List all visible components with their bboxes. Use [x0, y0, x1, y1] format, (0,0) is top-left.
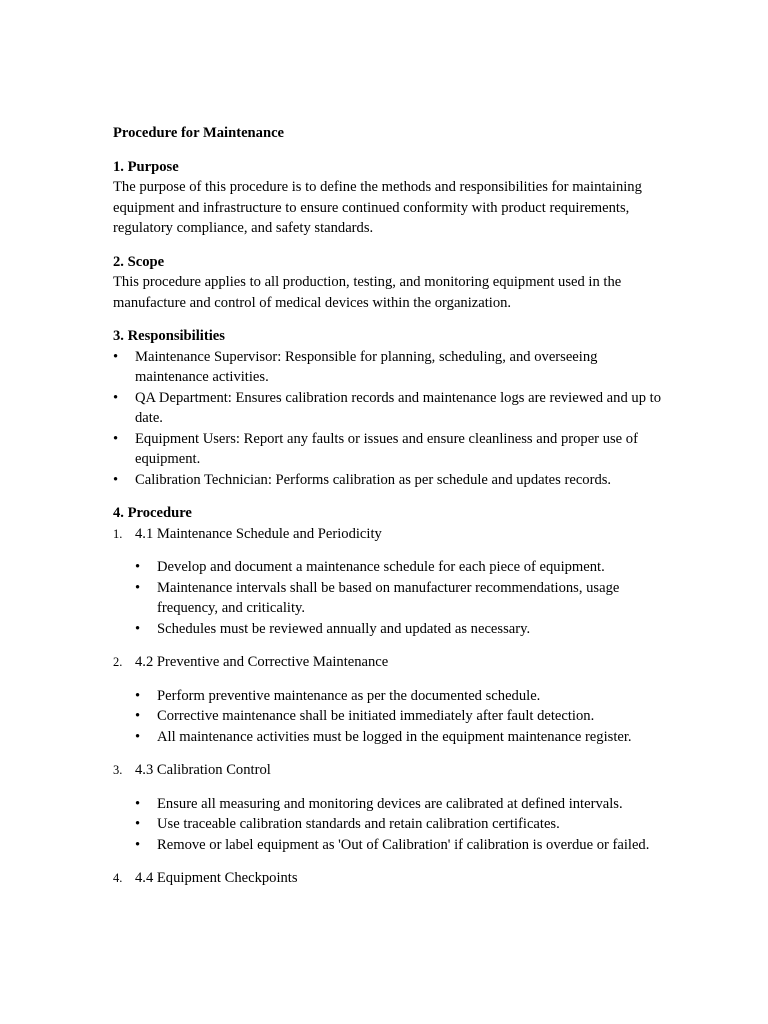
list-item: [135, 619, 673, 640]
list-item-text: Develop and document a maintenance schedule for each piece of equipment.: [157, 559, 605, 575]
bullet-icon: •: [135, 816, 141, 832]
responsibilities-list: [113, 347, 673, 491]
step-title: 4.1 Maintenance Schedule and Periodicity: [135, 525, 382, 542]
step-title: 4.3 Calibration Control: [135, 762, 271, 778]
bullet-icon: •: [113, 471, 119, 488]
step-items: [135, 557, 673, 639]
bullet-icon: •: [135, 687, 141, 704]
step-items: [135, 686, 673, 748]
step-number: 4.: [113, 871, 123, 885]
bullet-icon: •: [135, 836, 141, 853]
list-item: [113, 429, 673, 470]
list-item: [135, 814, 673, 835]
step-title: 4.2 Preventive and Corrective Maintenance: [135, 654, 389, 670]
bullet-icon: •: [113, 430, 119, 447]
bullet-icon: •: [135, 579, 141, 596]
list-item: [135, 727, 673, 748]
list-item-text: Maintenance intervals shall be based on manufacturer recommendations, usage frequency, and criticality.: [157, 579, 620, 616]
list-item-text: Ensure all measuring and monitoring devices are calibrated at defined intervals.: [157, 795, 623, 812]
list-item: [135, 706, 673, 727]
scope-text: This procedure applies to all production, testing, and monitoring equipment used in the manufacture and control of medical devices within the organization.: [113, 274, 622, 311]
procedure-step-4-4: [113, 868, 673, 889]
procedure-step-4-2: [113, 652, 673, 747]
section-heading-responsibilities: 3. Responsibilities: [113, 328, 225, 344]
list-item-text: Schedules must be reviewed annually and updated as necessary.: [157, 620, 531, 637]
section-purpose: [113, 157, 673, 239]
step-heading: [113, 760, 673, 781]
section-heading-purpose: 1. Purpose: [113, 158, 179, 175]
list-item-text: Use traceable calibration standards and retain calibration certificates.: [157, 816, 560, 832]
bullet-icon: •: [113, 389, 119, 406]
step-number: 1.: [113, 526, 123, 541]
step-items: [135, 794, 673, 856]
procedure-steps: [113, 524, 673, 889]
section-procedure: [113, 503, 673, 889]
bullet-icon: •: [135, 728, 141, 745]
document-title: Procedure for Maintenance: [113, 125, 285, 141]
list-item: [135, 686, 673, 707]
step-heading: [113, 868, 673, 889]
list-item: [113, 347, 673, 388]
list-item-text: Corrective maintenance shall be initiated immediately after fault detection.: [157, 708, 595, 724]
step-number: 2.: [113, 655, 123, 669]
list-item: [135, 557, 673, 578]
bullet-icon: •: [135, 795, 141, 812]
purpose-text: The purpose of this procedure is to define the methods and responsibilities for maintaining equipment and infrastructure to ensure continued conformity with product requirements, regulatory compliance, and safety standards.: [113, 179, 642, 236]
section-heading-procedure: 4. Procedure: [113, 505, 192, 521]
procedure-step-4-1: [113, 524, 673, 640]
document-page: [113, 123, 673, 902]
list-item-text: Remove or label equipment as 'Out of Calibration' if calibration is overdue or failed.: [157, 836, 650, 853]
step-heading: [113, 524, 673, 545]
list-item-text: Maintenance Supervisor: Responsible for planning, scheduling, and overseeing maintenance activities.: [135, 348, 598, 385]
list-item: [113, 388, 673, 429]
step-title: 4.4 Equipment Checkpoints: [135, 870, 298, 886]
list-item-text: Equipment Users: Report any faults or issues and ensure cleanliness and proper use of equipment.: [135, 430, 638, 467]
list-item-text: QA Department: Ensures calibration records and maintenance logs are reviewed and up to date.: [135, 389, 661, 426]
section-heading-scope: 2. Scope: [113, 253, 165, 270]
step-heading: [113, 652, 673, 673]
list-item: [135, 835, 673, 856]
list-item: [135, 794, 673, 815]
bullet-icon: •: [135, 620, 141, 637]
section-scope: [113, 252, 673, 314]
bullet-icon: •: [135, 559, 141, 575]
bullet-icon: •: [113, 348, 119, 365]
procedure-step-4-3: [113, 760, 673, 855]
list-item-text: Perform preventive maintenance as per the documented schedule.: [157, 687, 541, 704]
section-responsibilities: [113, 326, 673, 490]
list-item: [135, 578, 673, 619]
bullet-icon: •: [135, 708, 141, 724]
list-item: [113, 470, 673, 491]
list-item-text: All maintenance activities must be logged in the equipment maintenance register.: [157, 728, 632, 745]
step-number: 3.: [113, 763, 123, 777]
list-item-text: Calibration Technician: Performs calibration as per schedule and updates records.: [135, 471, 612, 488]
